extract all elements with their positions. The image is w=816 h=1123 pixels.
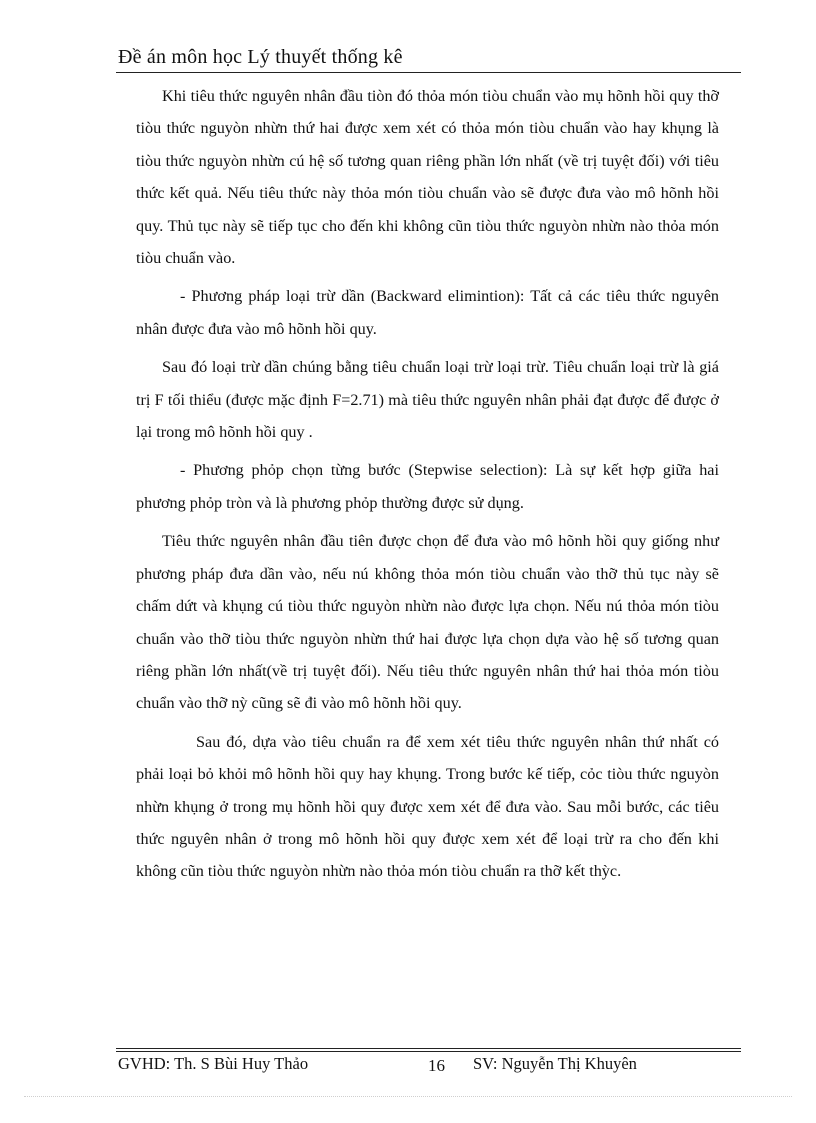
page-number: 16 bbox=[428, 1056, 445, 1075]
paragraph-stepwise-first-step: Tiêu thức nguyên nhân đầu tiên được chọn để đưa vào mô hõnh hồi quy giống như phương pháp đưa dần vào, nếu nú không thỏa món tiòu chuẩn vào thỡ thủ tục này sẽ chấm dứt và khụng cú tiòu thức nguyòn nhừn nào được lựa chọn. Nếu nú thỏa món tiòu chuẩn vào thỡ tiòu thức nguyòn nhừn thứ hai được lựa chọn dựa vào hệ số tương quan riêng phần lớn nhất(về trị tuyệt đối). Nếu tiêu thức nguyên nhân thứ hai thỏa món tiòu chuẩn vào thỡ nỳ cũng sẽ đi vào mô hõnh hồi quy. bbox=[136, 532, 719, 713]
paragraph-forward-selection-continued: Khi tiêu thức nguyên nhân đầu tiòn đó thỏa món tiòu chuẩn vào mụ hõnh hồi quy thỡ tiòu thức nguyòn nhừn thứ hai được xem xét có thỏa món tiòu chuẩn vào hay khụng là tiòu thức nguyòn nhừn cú hệ số tương quan riêng phần lớn nhất (về trị tuyệt đối) với tiêu thức kết quả. Nếu tiêu thức này thỏa món tiòu chuẩn vào sẽ được đưa vào mô hõnh hồi quy. Thủ tục này sẽ tiếp tục cho đến khi không cũn tiòu thức nguyòn nhừn nào thỏa món tiòu chuẩn vào. bbox=[136, 87, 719, 268]
footer-supervisor: GVHD: Th. S Bùi Huy Thảo bbox=[118, 1054, 309, 1073]
page-header-title: Đề án môn học Lý thuyết thống kê bbox=[118, 46, 403, 68]
page-bottom-border bbox=[24, 1096, 792, 1097]
footer-divider-top bbox=[116, 1048, 741, 1049]
paragraph-elimination-criterion: Sau đó loại trừ dần chúng bằng tiêu chuẩn loại trừ loại trừ. Tiêu chuẩn loại trừ là giá trị F tối thiểu (được mặc định F=2.71) mà tiêu thức nguyên nhân phải đạt được để được ở lại trong mô hõnh hồi quy . bbox=[136, 358, 719, 442]
paragraph-stepwise-subsequent-steps: Sau đó, dựa vào tiêu chuẩn ra để xem xét tiêu thức nguyên nhân thứ nhất có phải loại bỏ khỏi mô hõnh hồi quy hay khụng. Trong bước kế tiếp, cỏc tiòu thức nguyòn nhừn khụng ở trong mụ hõnh hồi quy được xem xét để đưa vào. Sau mỗi bước, các tiêu thức nguyên nhân ở trong mô hõnh hồi quy được xem xét để loại trừ ra cho đến khi không cũn tiòu thức nguyòn nhừn nào thỏa món tiòu chuẩn ra thỡ kết thỳc. bbox=[136, 732, 719, 881]
paragraph-backward-elimination: - Phương pháp loại trừ dần (Backward elimintion): Tất cả các tiêu thức nguyên nhân được đưa vào mô hõnh hồi quy. bbox=[136, 287, 719, 338]
footer-divider-bottom bbox=[116, 1051, 741, 1052]
footer-student: SV: Nguyễn Thị Khuyên bbox=[473, 1054, 637, 1073]
document-body bbox=[136, 80, 719, 894]
header-divider bbox=[116, 72, 741, 73]
paragraph-stepwise-selection: - Phương phỏp chọn từng bước (Stepwise selection): Là sự kết hợp giữa hai phương phỏp tròn và là phương phỏp thường được sử dụng. bbox=[136, 461, 719, 512]
